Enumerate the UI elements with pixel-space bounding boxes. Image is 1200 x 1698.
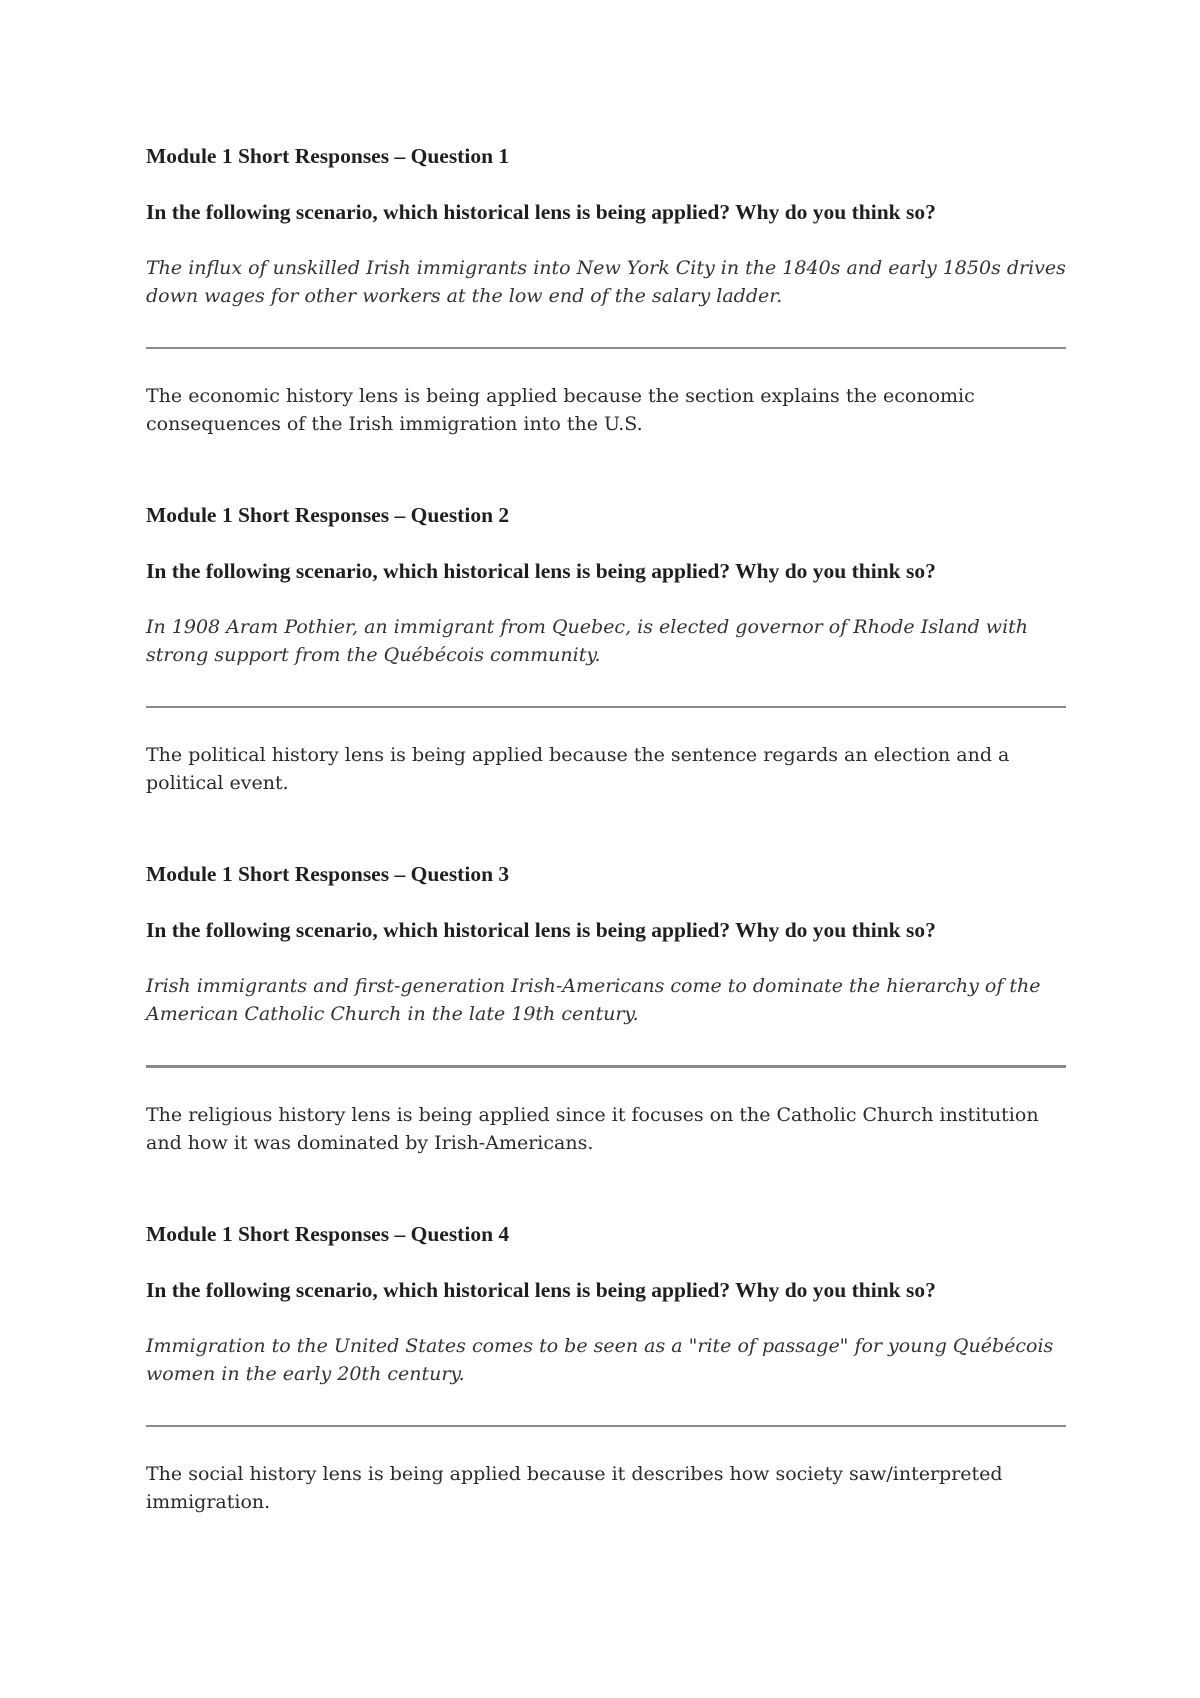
answer-text: The political history lens is being applied because the sentence regards an election and a political event. [146,744,1010,794]
question-heading: Module 1 Short Responses – Question 1 [146,144,510,168]
question-section-4 [146,1220,1066,1516]
answer-text: The religious history lens is being applied since it focuses on the Catholic Church institution and how it was dominated by Irish-Americans. [146,1104,1039,1154]
divider-line [146,706,1066,708]
question-prompt: In the following scenario, which historical lens is being applied? Why do you think so? [146,559,936,583]
scenario-text: The influx of unskilled Irish immigrants into New York City in the 1840s and early 1850s drives down wages for other workers at the low end of the salary ladder. [146,257,1066,307]
question-section-2 [146,501,1066,797]
scenario-text: Immigration to the United States comes to be seen as a "rite of passage" for young Québécois women in the early 20th century. [146,1335,1054,1385]
question-section-1 [146,142,1066,438]
scenario-text: Irish immigrants and first-generation Irish-Americans come to dominate the hierarchy of the American Catholic Church in the late 19th century. [146,975,1041,1025]
question-prompt: In the following scenario, which historical lens is being applied? Why do you think so? [146,918,936,942]
question-section-3 [146,860,1066,1157]
divider-line [146,1425,1066,1427]
question-prompt: In the following scenario, which historical lens is being applied? Why do you think so? [146,200,936,224]
divider-line [146,347,1066,349]
divider-line [146,1065,1066,1068]
document-page [146,142,1066,1516]
question-heading: Module 1 Short Responses – Question 4 [146,1222,510,1246]
answer-text: The economic history lens is being applied because the section explains the economic consequences of the Irish immigration into the U.S. [146,385,975,435]
answer-text: The social history lens is being applied because it describes how society saw/interpreted immigration. [146,1463,1003,1513]
question-heading: Module 1 Short Responses – Question 3 [146,862,510,886]
question-prompt: In the following scenario, which historical lens is being applied? Why do you think so? [146,1278,936,1302]
scenario-text: In 1908 Aram Pothier, an immigrant from Quebec, is elected governor of Rhode Island with strong support from the Québécois community. [146,616,1029,666]
question-heading: Module 1 Short Responses – Question 2 [146,503,510,527]
